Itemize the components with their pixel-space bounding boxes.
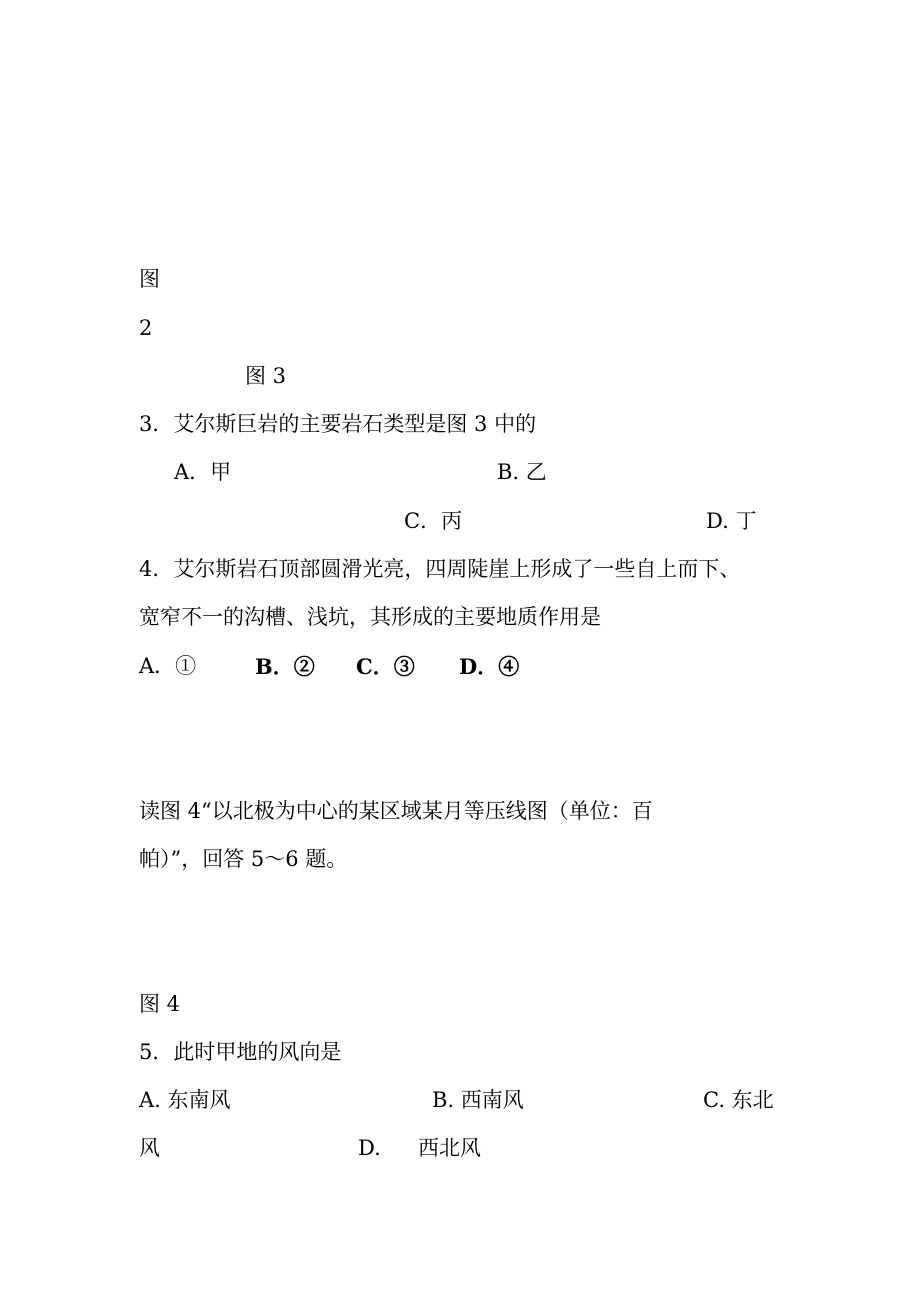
question-4-option-a: A．① [139, 654, 197, 678]
question-4-option-c: C．③ [356, 654, 415, 679]
figure-4-caption: 图 4 [139, 992, 181, 1016]
question-3-option-b: B. 乙 [497, 460, 547, 484]
question-5-option-d-text: 西北风 [418, 1136, 481, 1160]
question-3-option-d: D. 丁 [706, 509, 757, 533]
question-4-option-d: D．④ [459, 654, 520, 679]
question-5-option-c-part2: 风 [139, 1136, 160, 1160]
question-4-stem-line2: 宽窄不一的沟槽、浅坑，其形成的主要地质作用是 [139, 605, 601, 629]
figure-2-caption-line2: 2 [139, 316, 153, 340]
question-5-option-b: B. 西南风 [432, 1088, 524, 1112]
question-3-option-c: C．丙 [404, 509, 463, 533]
question-5-stem: 5．此时甲地的风向是 [139, 1040, 342, 1064]
question-5-option-d-label: D. [358, 1136, 381, 1160]
question-3-option-a: A．甲 [174, 460, 232, 484]
question-4-stem-line1: 4．艾尔斯岩石顶部圆滑光亮，四周陡崖上形成了一些自上而下、 [139, 557, 741, 581]
question-3-stem: 3．艾尔斯巨岩的主要岩石类型是图 3 中的 [139, 412, 537, 436]
figure-2-caption-line1: 图 [139, 267, 160, 291]
question-5-option-c-part1: C. 东北 [703, 1088, 774, 1112]
figure-3-caption: 图 3 [245, 364, 287, 388]
question-5-option-a: A. 东南风 [139, 1088, 231, 1112]
intro-line1: 读图 4“以北极为中心的某区域某月等压线图（单位：百 [139, 799, 653, 823]
intro-line2: 帕）”，回答 5～6 题。 [139, 847, 348, 871]
question-4-option-b: B．② [255, 654, 315, 679]
